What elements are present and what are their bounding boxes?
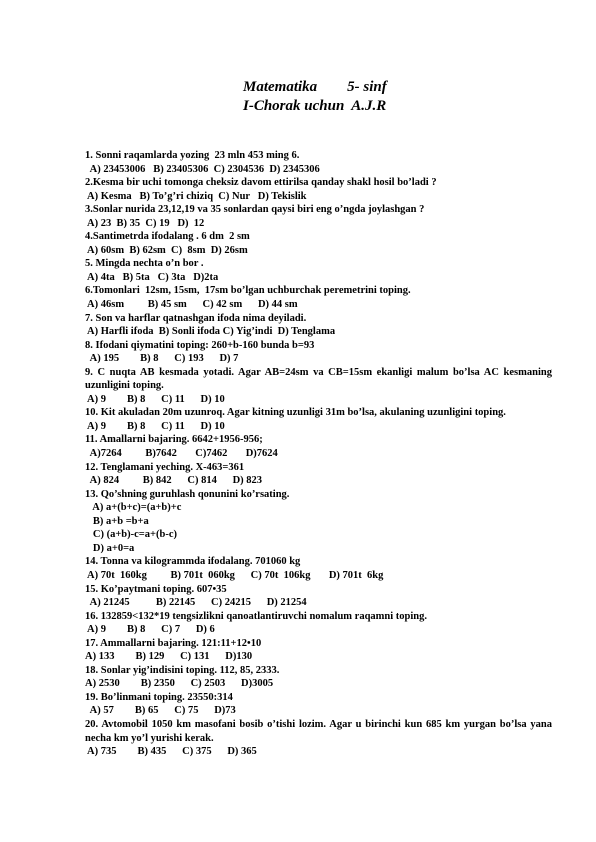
answer-options: A) 60sm B) 62sm C) 8sm D) 26sm [85, 244, 248, 256]
answer-options: A) 23 B) 35 C) 19 D) 12 [85, 217, 205, 229]
question-text: 18. Sonlar yig’indisini toping. 112, 85, 2333. [85, 664, 280, 676]
question-text: 1. Sonni raqamlarda yozing 23 mln 453 ming 6. [85, 150, 300, 161]
question-text: 20. Avtomobil 1050 km masofani bosib o’tishi lozim. Agar u birinchi kun 685 km yurgan bo’lsa yana necha km yo’l yurishi kerak. [85, 718, 552, 744]
answer-options: A) 23453006 B) 23405306 C) 2304536 D) 2345306 [85, 163, 320, 175]
answer-options: A) 4ta B) 5ta C) 3ta D)2ta [85, 271, 219, 283]
question-item [85, 339, 552, 366]
answer-options: A) 133 B) 129 C) 131 D)130 [85, 651, 253, 663]
question-item [85, 610, 552, 637]
answer-options: A) 2530 B) 2350 C) 2503 D)3005 [85, 678, 274, 690]
question-text: 10. Kit akuladan 20m uzunroq. Agar kitning uzunligi 31m bo’lsa, akulaning uzunligini toping. [85, 407, 506, 419]
question-item [85, 203, 552, 230]
header-term-author: I-Chorak uchun A.J.R [243, 98, 387, 114]
answer-options: B) a+b =b+a [85, 515, 149, 527]
question-item [85, 406, 552, 433]
question-text: 2.Kesma bir uchi tomonga cheksiz davom ettirilsa qanday shakl hosil bo’ladi ? [85, 177, 437, 189]
question-item [85, 583, 552, 610]
answer-options: A) 46sm B) 45 sm C) 42 sm D) 44 sm [85, 299, 298, 311]
answer-options: A) 70t 160kg B) 701t 060kg C) 70t 106kg D) 701t 6kg [85, 569, 384, 581]
document-header [243, 78, 387, 116]
question-list [85, 149, 552, 759]
question-text: 16. 132859<132*19 tengsizlikni qanoatlantiruvchi nomalum raqamni toping. [85, 610, 428, 622]
question-item [85, 176, 552, 203]
answer-options: A) Kesma B) To’g’ri chiziq C) Nur D) Tekislik [85, 190, 307, 202]
question-text: 12. Tenglamani yeching. X-463=361 [85, 461, 245, 473]
question-item [85, 284, 552, 311]
question-item [85, 230, 552, 257]
question-text: 4.Santimetrda ifodalang . 6 dm 2 sm [85, 231, 250, 243]
question-item [85, 149, 552, 176]
question-item [85, 691, 552, 718]
question-item [85, 461, 552, 488]
answer-options: A) 195 B) 8 C) 193 D) 7 [85, 353, 239, 365]
header-subject-grade: Matematika 5- sinf [243, 79, 387, 95]
answer-options: A) 57 B) 65 C) 75 D)73 [85, 705, 236, 717]
question-text: 19. Bo’linmani toping. 23550:314 [85, 691, 233, 703]
question-text: 7. Son va harflar qatnashgan ifoda nima deyiladi. [85, 312, 307, 324]
answer-options: A) 735 B) 435 C) 375 D) 365 [85, 746, 257, 758]
question-text: 14. Tonna va kilogrammda ifodalang. 701060 kg [85, 556, 301, 568]
answer-options: A) 9 B) 8 C) 11 D) 10 [85, 393, 225, 405]
answer-options: A) 9 B) 8 C) 7 D) 6 [85, 624, 215, 636]
question-item [85, 433, 552, 460]
question-text: 5. Mingda nechta o’n bor . [85, 258, 204, 270]
question-item [85, 257, 552, 284]
answer-options: D) a+0=a [85, 542, 135, 554]
question-text: 13. Qo’shning guruhlash qonunini ko’rsating. [85, 488, 290, 500]
question-item [85, 718, 552, 759]
question-item [85, 312, 552, 339]
question-text: 3.Sonlar nurida 23,12,19 va 35 sonlardan qaysi biri eng o’ngda joylashgan ? [85, 204, 425, 216]
question-item [85, 488, 552, 556]
answer-options: A)7264 B)7642 C)7462 D)7624 [85, 448, 278, 460]
question-text: 9. C nuqta AB kesmada yotadi. Agar AB=24sm va CB=15sm ekanligi malum bo’lsa AC kesmaning uzunligini toping. [85, 366, 552, 392]
question-item [85, 664, 552, 691]
question-item [85, 366, 552, 407]
answer-options: A) a+(b+c)=(a+b)+c [85, 502, 182, 514]
answer-options: A) 21245 B) 22145 C) 24215 D) 21254 [85, 597, 307, 609]
question-item [85, 555, 552, 582]
question-text: 8. Ifodani qiymatini toping: 260+b-160 bunda b=93 [85, 339, 315, 351]
question-item [85, 637, 552, 664]
answer-options: C) (a+b)-c=a+(b-c) [85, 529, 178, 541]
answer-options: A) 9 B) 8 C) 11 D) 10 [85, 420, 225, 432]
question-text: 15. Ko’paytmani toping. 607•35 [85, 583, 227, 595]
question-text: 11. Amallarni bajaring. 6642+1956-956; [85, 434, 263, 446]
answer-options: A) Harfli ifoda B) Sonli ifoda C) Yig’indi D) Tenglama [85, 326, 336, 338]
question-text: 6.Tomonlari 12sm, 15sm, 17sm bo’lgan uchburchak peremetrini toping. [85, 285, 411, 297]
question-text: 17. Ammallarni bajaring. 121:11+12•10 [85, 637, 262, 649]
answer-options: A) 824 B) 842 C) 814 D) 823 [85, 475, 263, 487]
